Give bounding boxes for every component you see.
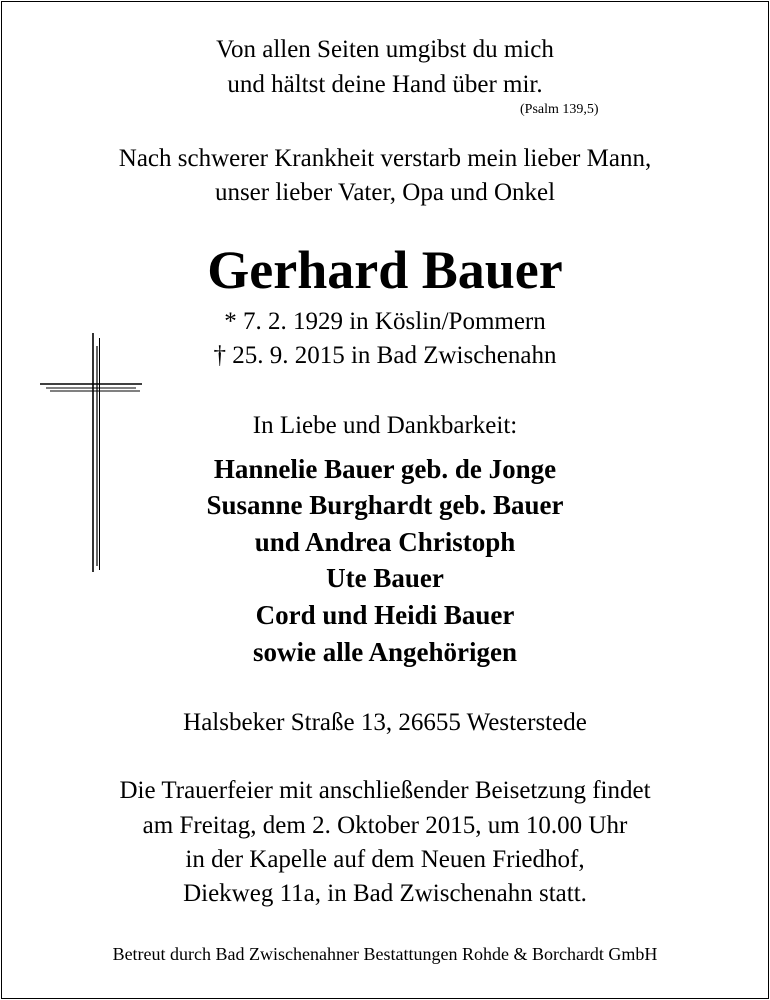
deceased-name: Gerhard Bauer bbox=[207, 240, 563, 300]
verse-reference: (Psalm 139,5) bbox=[520, 102, 599, 117]
service-line-3: in der Kapelle auf dem Neuen Friedhof, bbox=[185, 846, 585, 873]
service-line-2: am Freitag, dem 2. Oktober 2015, um 10.00 Uhr bbox=[142, 812, 628, 839]
address: Halsbeker Straße 13, 26655 Westerstede bbox=[183, 709, 587, 736]
service-line-1: Die Trauerfeier mit anschließender Beisetzung findet bbox=[119, 777, 651, 804]
mourner-4: Ute Bauer bbox=[326, 563, 444, 593]
intro-line-2: unser lieber Vater, Opa und Onkel bbox=[214, 179, 556, 206]
mourner-5: Cord und Heidi Bauer bbox=[255, 600, 515, 630]
death-date: † 25. 9. 2015 in Bad Zwischenahn bbox=[213, 342, 557, 369]
intro-line-1: Nach schwerer Krankheit verstarb mein lieber Mann, bbox=[118, 145, 652, 172]
verse-line-2: und hältst deine Hand über mir. bbox=[227, 71, 543, 98]
undertaker-credit: Betreut durch Bad Zwischenahner Bestattungen Rohde & Borchardt GmbH bbox=[112, 944, 658, 964]
mourners-intro: In Liebe und Dankbarkeit: bbox=[252, 412, 518, 439]
service-line-4: Diekweg 11a, in Bad Zwischenahn statt. bbox=[183, 880, 587, 907]
mourner-1: Hannelie Bauer geb. de Jonge bbox=[213, 454, 557, 484]
mourner-3: und Andrea Christoph bbox=[254, 527, 516, 557]
birth-date: * 7. 2. 1929 in Köslin/Pommern bbox=[224, 308, 546, 335]
verse-line-1: Von allen Seiten umgibst du mich bbox=[216, 36, 554, 63]
mourner-2: Susanne Burghardt geb. Bauer bbox=[206, 490, 564, 520]
mourner-6: sowie alle Angehörigen bbox=[253, 637, 517, 667]
